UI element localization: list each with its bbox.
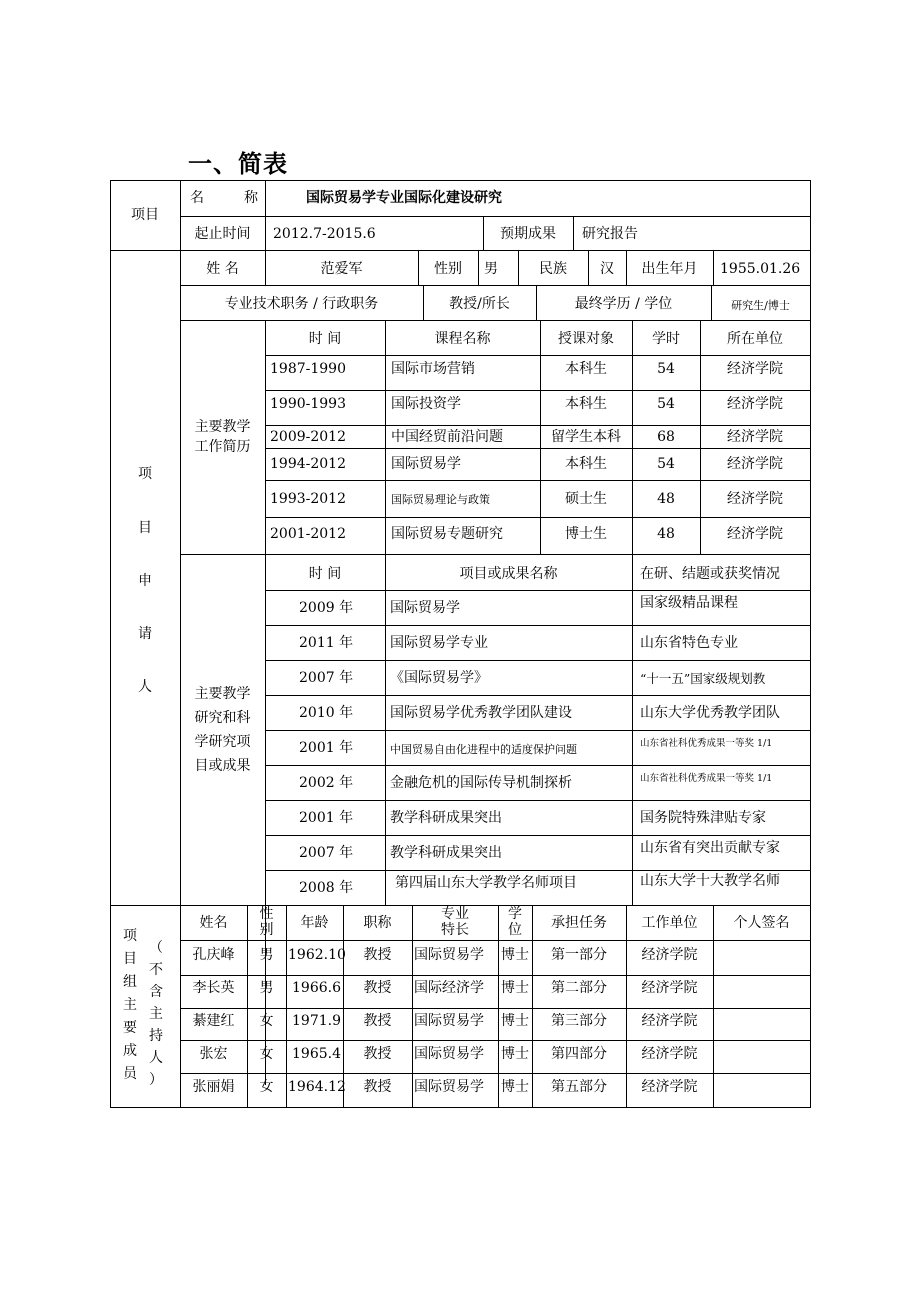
research-name: 国际贸易学专业 [390,635,488,651]
research-name: 金融危机的国际传导机制探析 [390,775,572,791]
members-section-label: 项 目 组 主 要 成 员 [123,928,137,1082]
period-value: 2012.7-2015.6 [273,226,376,242]
research-name: 教学科研成果突出 [390,810,502,826]
teaching-course: 国际投资学 [391,396,461,412]
members-header-gender: 性 别 [259,906,274,938]
teaching-course: 国际贸易理论与政策 [391,493,490,506]
member-specialty: 国际经济学 [414,980,484,996]
member-gender: 男 [259,947,274,963]
research-header-status: 在研、结题或获奖情况 [640,566,780,582]
members-header-degree: 学 位 [508,906,522,938]
research-name: 中国贸易自由化进程中的适度保护问题 [390,743,577,756]
member-title: 教授 [363,980,392,996]
teaching-time: 2001-2012 [270,526,346,542]
member-task: 第四部分 [551,1046,607,1062]
research-label: 主要教学 研究和科 学研究项 目或成果 [194,686,251,774]
research-name: 《国际贸易学》 [390,670,488,686]
research-name: 国际贸易学优秀教学团队建设 [390,705,572,721]
teaching-header-target: 授课对象 [558,331,614,347]
teaching-course: 国际贸易学 [391,456,461,472]
member-age: 1962.10 [288,947,346,963]
teaching-target: 博士生 [565,526,607,542]
research-time: 2001 年 [299,810,354,826]
member-name: 张宏 [199,1046,228,1062]
period-label: 起止时间 [194,226,251,242]
applicant-section-char: 申 [138,573,152,589]
member-title: 教授 [363,1013,392,1029]
birth-label: 出生年月 [641,261,698,277]
members-header-task: 承担任务 [551,915,607,931]
member-task: 第三部分 [551,1013,607,1029]
project-section-label: 项目 [131,207,159,223]
teaching-target: 本科生 [565,361,607,377]
member-task: 第一部分 [551,947,607,963]
teaching-header-unit: 所在单位 [727,331,783,347]
teaching-hours: 54 [657,456,675,472]
research-time: 2001 年 [299,740,354,756]
research-status: 国务院特殊津贴专家 [640,810,766,826]
ethnicity-value: 汉 [600,261,614,277]
member-degree: 博士 [501,980,529,996]
research-time: 2007 年 [299,845,354,861]
research-time: 2007 年 [299,670,354,686]
edu-label: 最终学历 / 学位 [574,296,673,312]
teaching-unit: 经济学院 [727,429,783,445]
teaching-label: 主要教学 工作简历 [194,419,251,455]
teaching-target: 本科生 [565,456,607,472]
applicant-section-char: 项 [138,466,152,482]
teaching-hours: 54 [657,361,675,377]
summary-table [110,180,810,1107]
member-gender: 男 [259,980,274,996]
page-title: 一、简表 [188,150,288,178]
research-name: 国际贸易学 [390,600,460,616]
research-time: 2010 年 [299,705,354,721]
expected-label: 预期成果 [500,226,556,242]
applicant-name-label: 姓 名 [206,261,239,277]
research-time: 2008 年 [299,880,354,896]
teaching-hours: 54 [657,396,675,412]
research-status: 山东省社科优秀成果一等奖 1/1 [640,738,773,749]
title-label: 专业技术职务 / 行政职务 [224,296,379,312]
teaching-unit: 经济学院 [727,491,783,507]
name-label: 名 称 [190,190,258,206]
teaching-target: 硕士生 [565,491,607,507]
research-time: 2009 年 [299,600,354,616]
member-name: 孔庆峰 [192,947,235,963]
member-title: 教授 [363,1079,392,1095]
members-section-note: （ 不 含 主 持 人 ） [149,940,163,1088]
project-name: 国际贸易学专业国际化建设研究 [306,190,502,206]
member-specialty: 国际贸易学 [414,1013,484,1029]
expected-value: 研究报告 [582,226,638,242]
teaching-time: 1994-2012 [270,456,346,472]
applicant-section-char: 请 [138,626,152,642]
teaching-course: 中国经贸前沿问题 [391,429,503,445]
member-unit: 经济学院 [641,1013,698,1029]
research-time: 2011 年 [299,635,354,651]
ethnicity-label: 民族 [539,261,567,277]
members-header-name: 姓名 [199,915,228,931]
members-header-sign: 个人签名 [733,915,790,931]
research-name: 教学科研成果突出 [390,845,502,861]
member-task: 第二部分 [551,980,607,996]
research-time: 2002 年 [299,775,354,791]
member-unit: 经济学院 [641,980,698,996]
members-header-title: 职称 [363,915,392,931]
member-specialty: 国际贸易学 [414,947,484,963]
teaching-hours: 68 [657,429,675,445]
teaching-course: 国际市场营销 [391,361,475,377]
research-status: 国家级精品课程 [640,595,738,611]
members-header-unit: 工作单位 [641,915,698,931]
teaching-unit: 经济学院 [727,396,783,412]
gender-label: 性别 [434,261,462,277]
member-name: 张丽娟 [192,1079,235,1095]
teaching-time: 1987-1990 [270,361,346,377]
applicant-name: 范爱军 [320,261,363,277]
member-unit: 经济学院 [641,1079,698,1095]
teaching-header-hours: 学时 [652,331,680,347]
member-degree: 博士 [501,1079,529,1095]
member-age: 1971.9 [292,1013,341,1029]
teaching-unit: 经济学院 [727,456,783,472]
applicant-section-char: 人 [138,679,152,695]
research-header-time: 时 间 [308,566,342,582]
birth-value: 1955.01.26 [720,261,801,277]
teaching-course: 国际贸易专题研究 [391,526,503,542]
member-specialty: 国际贸易学 [414,1079,484,1095]
teaching-target: 留学生本科 [551,429,621,445]
research-status: 山东大学优秀教学团队 [640,705,780,721]
applicant-section-char: 目 [138,520,152,536]
member-specialty: 国际贸易学 [414,1046,484,1062]
research-status: 山东省有突出贡献专家 [640,840,780,856]
member-name: 綦建红 [192,1013,235,1029]
member-age: 1965.4 [292,1046,341,1062]
member-task: 第五部分 [551,1079,607,1095]
member-title: 教授 [363,947,392,963]
members-header-age: 年龄 [300,915,329,931]
teaching-hours: 48 [657,526,675,542]
teaching-unit: 经济学院 [727,526,783,542]
member-degree: 博士 [501,1046,529,1062]
member-age: 1964.12 [288,1079,346,1095]
member-gender: 女 [259,1013,274,1029]
research-status: 山东大学十大教学名师 [640,873,780,889]
member-name: 李长英 [192,980,235,996]
member-degree: 博士 [501,1013,529,1029]
member-title: 教授 [363,1046,392,1062]
teaching-time: 1993-2012 [270,491,346,507]
member-unit: 经济学院 [641,947,698,963]
teaching-header-time: 时 间 [308,331,342,347]
teaching-hours: 48 [657,491,675,507]
edu-value: 研究生/博士 [731,299,790,312]
teaching-target: 本科生 [565,396,607,412]
research-name: 第四届山东大学教学名师项目 [395,875,577,891]
member-unit: 经济学院 [641,1046,698,1062]
teaching-unit: 经济学院 [727,361,783,377]
member-degree: 博士 [501,947,529,963]
members-header-specialty: 专业 特长 [441,906,469,938]
member-gender: 女 [259,1079,274,1095]
gender-value: 男 [484,261,498,277]
research-header-name: 项目或成果名称 [459,566,558,582]
teaching-header-course: 课程名称 [434,331,491,347]
title-value: 教授/所长 [449,296,510,312]
member-gender: 女 [259,1046,274,1062]
member-age: 1966.6 [292,980,341,996]
research-status: “十一五”国家级规划教 [640,671,766,686]
research-status: 山东省社科优秀成果一等奖 1/1 [640,773,773,784]
teaching-time: 1990-1993 [270,396,346,412]
research-status: 山东省特色专业 [640,635,738,651]
teaching-time: 2009-2012 [270,429,346,445]
